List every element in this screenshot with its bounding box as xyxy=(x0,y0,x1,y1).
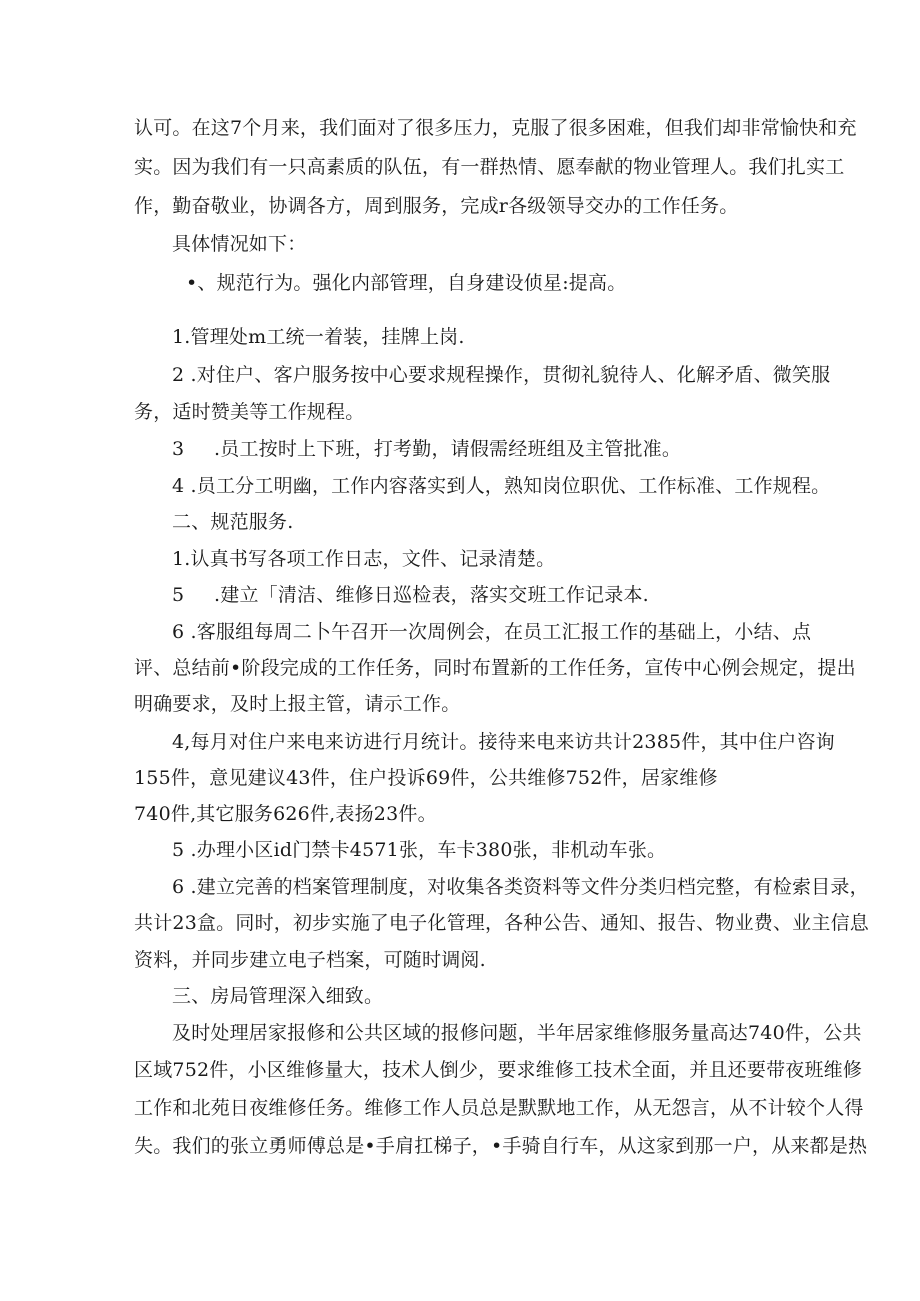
section-intro: 具体情况如下： xyxy=(172,233,307,255)
list-item-4: 4 .员工分工明幽，工作内容落实到人，熟知岗位职优、工作标准、工作规程。 xyxy=(172,475,831,497)
list-item-8-cont-2: 740件,其它服务626件,表扬23件。 xyxy=(134,803,437,825)
paragraph-line-3: 作，勤奋敬业，协调各方，周到服务，完成r各级领导交办的工作任务。 xyxy=(134,195,739,217)
list-item-6-number: 5 xyxy=(172,584,185,606)
section-heading-3: 三、房局管理深入细致。 xyxy=(172,985,384,1007)
list-item-7-cont-1: 评、总结前•阶段完成的工作任务，同时布置新的工作任务，宣传中心例会规定，提出 xyxy=(134,657,856,679)
list-item-3-text: .员工按时上下班，打考勤，请假需经班组及主管批准。 xyxy=(214,438,682,460)
section-heading-1: •、规范行为。强化内部管理，自身建设侦星:提高。 xyxy=(186,272,627,294)
list-item-7-cont-2: 明确要求，及时上报主管，请示工作。 xyxy=(134,693,461,715)
list-item-8-cont-1: 155件，意见建议43件，住户投诉69件，公共维修752件，居家维修 xyxy=(134,767,718,789)
list-item-8: 4,每月对住户来电来访进行月统计。接待来电来访共计2385件，其中住户咨询 xyxy=(172,731,835,753)
list-item-5: 1.认真书写各项工作日志，文件、记录清楚。 xyxy=(172,548,556,570)
list-item-10-cont-2: 资料，并同步建立电子档案，可随时调阅. xyxy=(134,949,486,971)
paragraph-3-line-3: 工作和北苑日夜维修任务。维修工作人员总是默默地工作，从无怨言，从不计较个人得 xyxy=(134,1097,864,1119)
list-item-3-number: 3 xyxy=(172,438,185,460)
list-item-1: 1.管理处m工统一着装，挂牌上岗. xyxy=(172,326,465,348)
paragraph-3-line-4: 失。我们的张立勇师傅总是•手肩扛梯子，•手骑自行车，从这家到那一户，从来都是热 xyxy=(134,1135,868,1157)
list-item-9: 5 .办理小区id门禁卡4571张，车卡380张，非机动车张。 xyxy=(172,839,667,861)
list-item-10: 6 .建立完善的档案管理制度，对收集各类资料等文件分类归档完整，有检索目录， xyxy=(172,876,869,898)
paragraph-line-1: 认可。在这7个月来，我们面对了很多压力，克服了很多困难，但我们却非常愉快和充 xyxy=(134,117,857,139)
list-item-6-text: .建立「清洁、维修日巡检表，落实交班工作记录本. xyxy=(214,584,649,606)
section-heading-2: 二、规范服务. xyxy=(172,511,294,533)
list-item-7: 6 .客服组每周二卜午召开一次周例会，在员工汇报工作的基础上，小结、点 xyxy=(172,621,812,643)
list-item-2: 2 .对住户、客户服务按中心要求规程操作，贯彻礼貌待人、化解矛盾、微笑服 xyxy=(172,364,831,386)
list-item-10-cont-1: 共计23盒。同时，初步实施了电子化管理，各种公告、通知、报告、物业费、业主信息 xyxy=(134,912,869,934)
paragraph-3-line-2: 区域752件，小区维修量大，技术人倒少，要求维修工技术全面，并且还要带夜班维修 xyxy=(134,1059,863,1081)
list-item-2-cont: 务，适时赞美等工作规程。 xyxy=(134,401,365,423)
paragraph-line-2: 实。因为我们有一只高素质的队伍，有一群热情、愿奉献的物业管理人。我们扎实工 xyxy=(134,156,845,178)
paragraph-3-line-1: 及时处理居家报修和公共区域的报修问题，半年居家维修服务量高达740件，公共 xyxy=(172,1022,862,1044)
